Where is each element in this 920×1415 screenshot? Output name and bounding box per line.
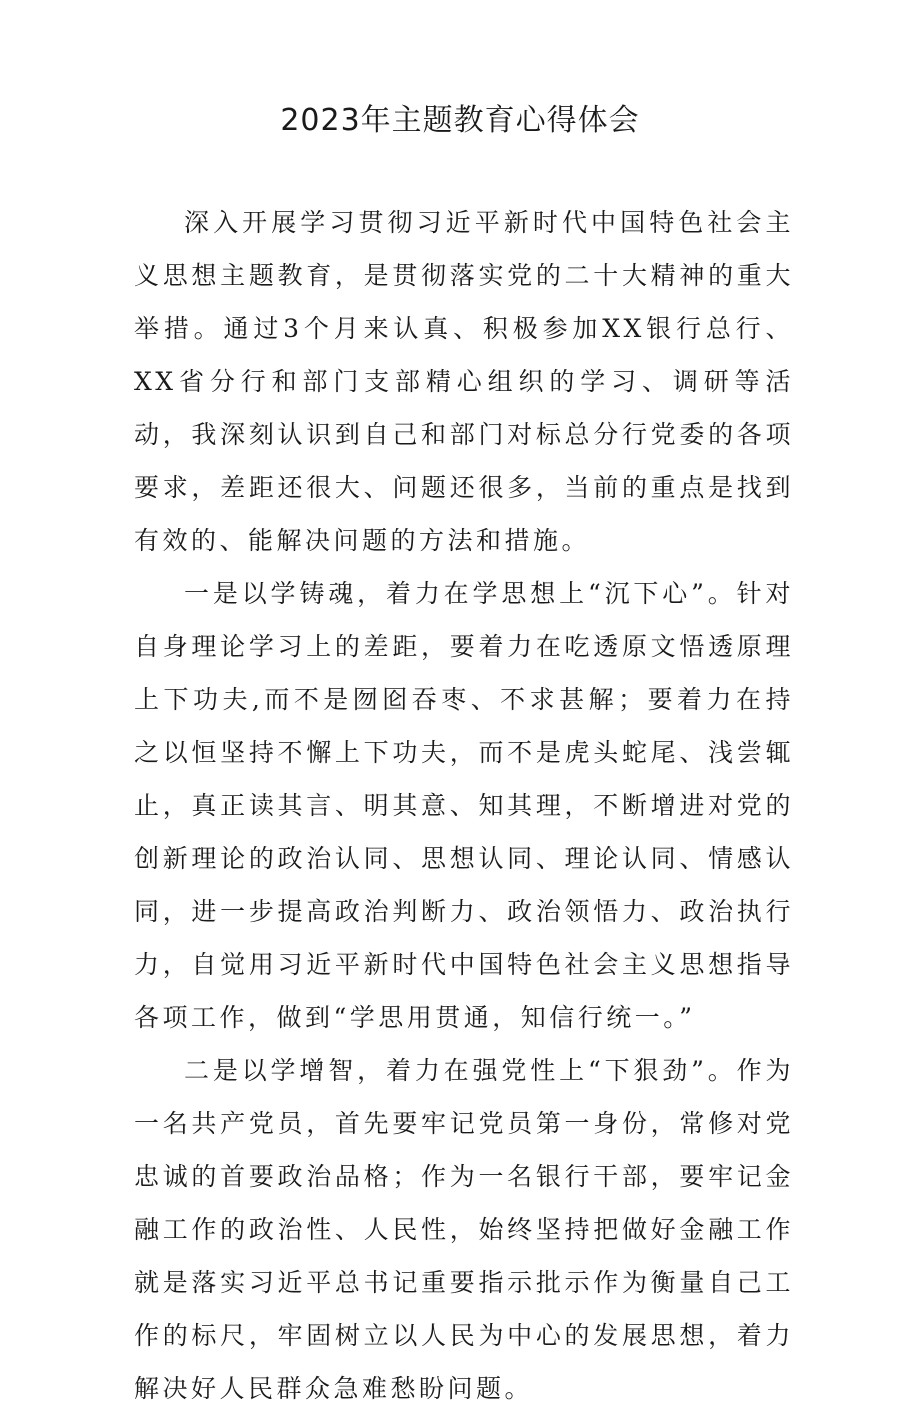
paragraph-point-two: 二是以学增智，着力在强党性上“下狠劲”。作为一名共产党员，首先要牢记党员第一身份，常修对党忠诚的首要政治品格；作为一名银行干部，要牢记金融工作的政治性、人民性，始终坚持把做好金融工作就是落实习近平总书记重要指示批示作为衡量自己工作的标尺，牢固树立以人民为中心的发展思想，着力解决好人民群众急难愁盼问题。 [134,1056,794,1403]
paragraph-intro: 深入开展学习贯彻习近平新时代中国特色社会主义思想主题教育，是贯彻落实党的二十大精神的重大举措。通过3个月来认真、积极参加XX银行总行、XX省分行和部门支部精心组织的学习、调研等活动，我深刻认识到自己和部门对标总分行党委的各项要求，差距还很大、问题还很多，当前的重点是找到有效的、能解决问题的方法和措施。 [134,208,794,555]
document-title: 2023年主题教育心得体会 [280,103,640,138]
document-body [134,196,794,1415]
paragraph-point-one: 一是以学铸魂，着力在学思想上“沉下心”。针对自身理论学习上的差距，要着力在吃透原文悟透原理上下功夫,而不是囫囵吞枣、不求甚解；要着力在持之以恒坚持不懈上下功夫，而不是虎头蛇尾、浅尝辄止，真正读其言、明其意、知其理，不断增进对党的创新理论的政治认同、思想认同、理论认同、情感认同，进一步提高政治判断力、政治领悟力、政治执行力，自觉用习近平新时代中国特色社会主义思想指导各项工作，做到“学思用贯通，知信行统一。” [134,579,794,1032]
